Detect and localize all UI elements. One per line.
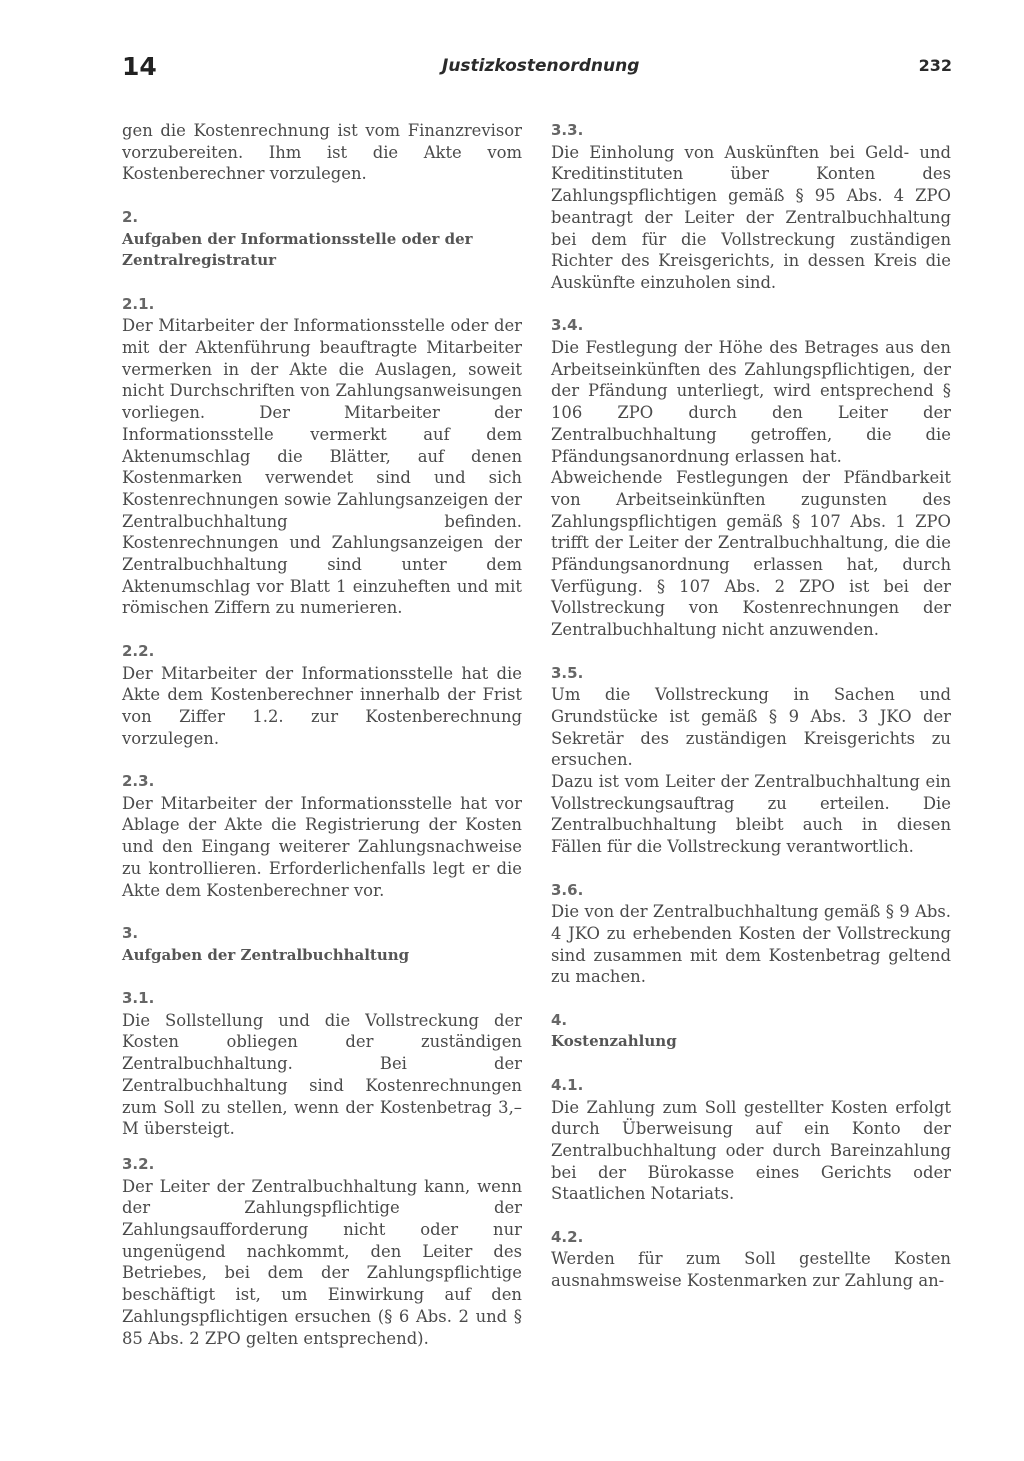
section-2-heading: Aufgaben der Informationsstelle oder der Zentralregistratur: [122, 229, 473, 270]
section-3-6-number: 3.6.: [551, 880, 584, 899]
page-title: Justizkostenordnung: [442, 56, 640, 76]
section-3-1-text: Die Sollstellung und die Vollstreckung der Kosten obliegen der zuständigen Zentralbuchhaltung. Bei der Zentralbuchhaltung sind Kostenrechnungen zum Soll zu stellen, wenn der Kostenbetrag 3,– M übersteigt.: [122, 1010, 522, 1139]
section-4-number: 4.: [551, 1010, 568, 1029]
section-3-4-text-a: Die Festlegung der Höhe des Betrages aus den Arbeitseinkünften des Zahlungspflichtigen, der der Pfändung unterliegt, wird entsprechend § 106 ZPO durch den Leiter der Zentralbuchhaltung getroffen, die die Pfändungsanordnung erlassen hat.: [551, 338, 951, 466]
section-3-6-text: Die von der Zentralbuchhaltung gemäß § 9 Abs. 4 JKO zu erhebenden Kosten der Vollstreckung sind zusammen mit dem Kostenbetrag geltend zu machen.: [551, 902, 951, 987]
section-2-3-text: Der Mitarbeiter der Informationsstelle hat vor Ablage der Akte die Registrierung der Kosten und den Eingang weiterer Zahlungsnachweise zu kontrollieren. Erforderlichenfalls legt er die Akte dem Kostenberechner vor.: [122, 793, 522, 900]
section-4-1-number: 4.1.: [551, 1075, 584, 1094]
section-3-2-text: Der Leiter der Zentralbuchhaltung kann, wenn der Zahlungspflichtige der Zahlungsaufforderung nicht oder nur ungenügend nachkommt, den Leiter des Betriebes, bei dem der Zahlungspflichtige beschäftigt ist, um Einwirkung auf den Zahlungspflichtigen ersuchen (§ 6 Abs. 2 und § 85 Abs. 2 ZPO gelten entsprechend).: [122, 1176, 522, 1348]
section-2-2-text: Der Mitarbeiter der Informationsstelle hat die Akte dem Kostenberechner innerhalb der Frist von Ziffer 1.2. zur Kostenberechnung vorzulegen.: [122, 663, 522, 748]
section-3-3-text: Die Einholung von Auskünften bei Geld- und Kreditinstituten über Konten des Zahlungspflichtigen gemäß § 95 Abs. 4 ZPO beantragt der Leiter der Zentralbuchhaltung bei dem für die Vollstreckung zuständigen Richter des Kreisgerichts, in dessen Kreis die Auskünfte einzuholen sind.: [551, 142, 951, 292]
section-3-5-text-a: Um die Vollstreckung in Sachen und Grundstücke ist gemäß § 9 Abs. 3 JKO der Sekretär des zuständigen Kreisgerichts zu ersuchen.: [551, 685, 951, 770]
section-4-2-text: Werden für zum Soll gestellte Kosten ausnahmsweise Kostenmarken zur Zahlung an-: [551, 1249, 951, 1291]
section-3-1-number: 3.1.: [122, 989, 155, 1008]
page-header: [122, 52, 952, 92]
section-3-3-number: 3.3.: [551, 121, 584, 139]
section-3-4-number: 3.4.: [551, 316, 584, 335]
section-4-1-text: Die Zahlung zum Soll gestellter Kosten erfolgt durch Überweisung auf ein Konto der Zentralbuchhaltung oder durch Bareinzahlung bei der Bürokasse eines Gerichts oder Staatlichen Notariats.: [551, 1097, 951, 1204]
section-2-1-text: Der Mitarbeiter der Informationsstelle oder der mit der Aktenführung beauftragte Mitarbeiter vermerken in der Akte die Auslagen, soweit nicht Durchschriften von Zahlungsanweisungen vorliegen. Der Mitarbeiter der Informationsstelle vermerkt auf dem Aktenumschlag die Blätter, auf denen Kostenmarken verwendet sind und sich Kostenrechnungen sowie Zahlungsanzeigen der Zentralbuchhaltung befinden. Kostenrechnungen und Zahlungsanzeigen der Zentralbuchhaltung sind unter dem Aktenumschlag vor Blatt 1 einzuheften und mit römischen Ziffern zu numerieren.: [122, 316, 522, 618]
section-3-number: 3.: [122, 923, 139, 942]
section-4-2-number: 4.2.: [551, 1227, 584, 1246]
page-number: 232: [918, 56, 952, 75]
section-number: 14: [122, 52, 157, 81]
section-2-1-number: 2.1.: [122, 294, 155, 313]
section-3-2-number: 3.2.: [122, 1154, 155, 1173]
section-3-heading: Aufgaben der Zentralbuchhaltung: [122, 945, 410, 964]
intro-paragraph: gen die Kostenrechnung ist vom Finanzrevisor vorzubereiten. Ihm ist die Akte vom Kostenberechner vorzulegen.: [122, 121, 522, 184]
section-4-heading: Kostenzahlung: [551, 1032, 677, 1051]
section-3-5-text-b: Dazu ist vom Leiter der Zentralbuchhaltung ein Vollstreckungsauftrag zu erteilen. Die Zentralbuchhaltung bleibt auch in diesen Fällen für die Vollstreckung verantwortlich.: [551, 772, 951, 857]
right-column: [551, 120, 951, 1292]
section-3-5-number: 3.5.: [551, 663, 584, 682]
section-3-4-text-b: Abweichende Festlegungen der Pfändbarkeit von Arbeitseinkünften zugunsten des Zahlungspflichtigen gemäß § 107 Abs. 1 ZPO trifft der Leiter der Zentralbuchhaltung, die die Pfändungsanordnung erlassen hat, durch Verfügung. § 107 Abs. 2 ZPO ist bei der Vollstreckung von Kostenrechnungen der Zentralbuchhaltung nicht anzuwenden.: [551, 468, 951, 640]
section-2-2-number: 2.2.: [122, 641, 155, 660]
section-2-number: 2.: [122, 207, 139, 226]
section-2-3-number: 2.3.: [122, 772, 155, 791]
left-column: [122, 120, 522, 1349]
